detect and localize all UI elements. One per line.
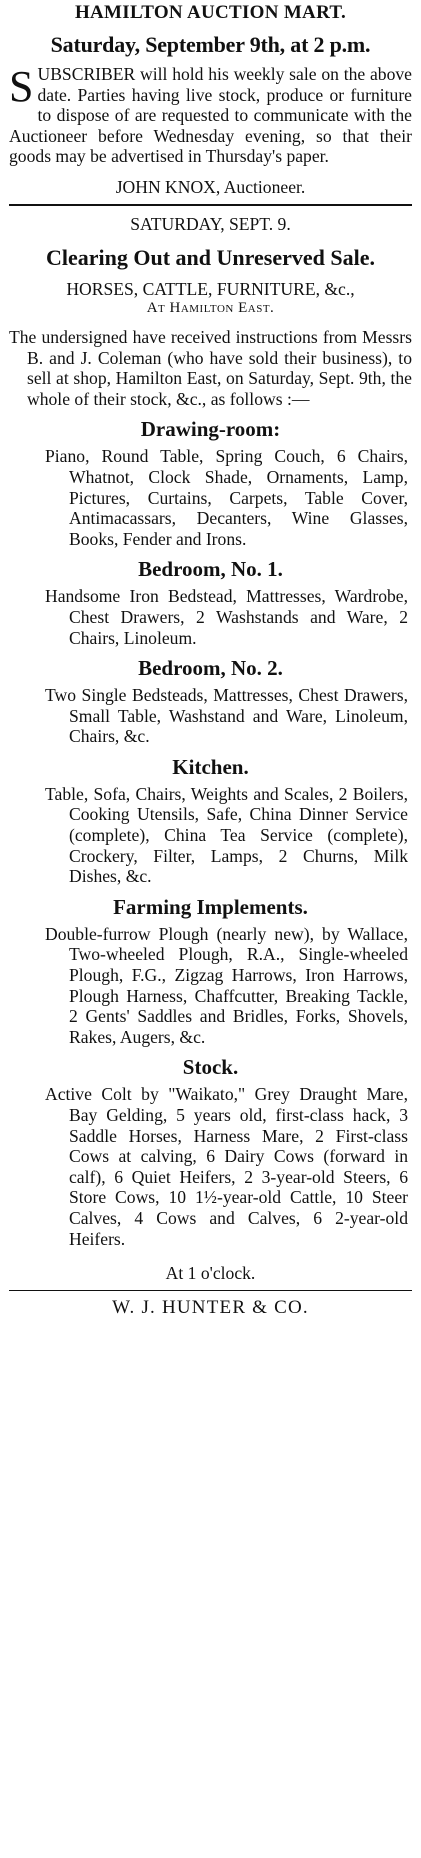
section-items-bedroom-2: Two Single Bedsteads, Mattresses, Chest Drawers, Small Table, Washstand and Ware, Linoleum, Chairs, &c. — [45, 685, 408, 747]
sale-headline: Saturday, September 9th, at 2 p.m. — [50, 32, 371, 57]
section-heading-drawing-room: Drawing-room: — [140, 417, 281, 442]
masthead: HAMILTON AUCTION MART. — [74, 2, 347, 23]
section-heading-farming-implements: Farming Implements. — [113, 894, 308, 919]
intro-paragraph: The undersigned have received instructions from Messrs B. and J. Coleman (who have sold their business), to sell at shop, Hamilton East, on Saturday, Sept. 9th, the whole of their stock, &c., as follows :— — [9, 326, 412, 409]
divider — [9, 1290, 412, 1291]
section-heading-bedroom-1: Bedroom, No. 1. — [138, 557, 283, 582]
dropcap: S — [9, 62, 34, 111]
section-items-drawing-room: Piano, Round Table, Spring Couch, 6 Chairs, Whatnot, Clock Shade, Ornaments, Lamp, Pictures, Curtains, Carpets, Table Cover, Antimacassars, Decanters, Wine Glasses, Books, Fender and Irons. — [45, 446, 408, 549]
divider — [9, 204, 412, 206]
sale-place: At Hamilton East. — [146, 299, 275, 316]
section-items-stock: Active Colt by "Waikato," Grey Draught Mare, Bay Gelding, 5 years old, first-class hack, 3 Saddle Horses, Harness Mare, 2 First-class Cows at calving, 6 Dairy Cows (forward in calf), 6 Quiet Heifers, 2 3-year-old Steers, 6 Store Cows, 10 1½-year-old Cattle, 10 Steer Calves, 4 Cows and Calves, 6 2-year-old Heifers. — [45, 1084, 408, 1249]
section-items-farming-implements: Double-furrow Plough (nearly new), by Wallace, Two-wheeled Plough, R.A., Single-wheeled Plough, F.G., Zigzag Harrows, Iron Harrows, Plough Harness, Chaffcutter, Breaking Tackle, 2 Gents' Saddles and Bridles, Forks, Shovels, Rakes, Augers, &c. — [45, 923, 408, 1047]
notice-paragraph — [9, 64, 412, 167]
section-heading-bedroom-2: Bedroom, No. 2. — [138, 656, 283, 681]
auctioneer-footer: W. J. HUNTER & CO. — [112, 1297, 309, 1319]
auctioneer-signature: JOHN KNOX, Auctioneer. — [115, 176, 306, 197]
section-heading-stock: Stock. — [182, 1055, 239, 1080]
section-items-bedroom-1: Handsome Iron Bedstead, Mattresses, Wardrobe, Chest Drawers, 2 Washstands and Ware, 2 Chairs, Linoleum. — [45, 586, 408, 648]
section-items-kitchen: Table, Sofa, Chairs, Weights and Scales, 2 Boilers, Cooking Utensils, Safe, China Dinner Service (complete), China Tea Service (complete), Crockery, Filter, Lamps, 2 Churns, Milk Dishes, &c. — [45, 783, 408, 887]
newspaper-page — [0, 2, 421, 1858]
sale-time: At 1 o'clock. — [165, 1263, 256, 1284]
notice-text: UBSCRIBER will hold his weekly sale on the above date. Parties having live stock, produce or furniture to dispose of are requested to communicate with the Auctioneer before Wednesday evening, so that their goods may be advertised in Thursday's paper. — [9, 64, 412, 167]
sale-subtitle: HORSES, CATTLE, FURNITURE, &c., — [66, 278, 355, 299]
sale-title: Clearing Out and Unreserved Sale. — [46, 244, 375, 270]
sale-date: SATURDAY, SEPT. 9. — [130, 213, 291, 234]
section-heading-kitchen: Kitchen. — [172, 754, 249, 779]
